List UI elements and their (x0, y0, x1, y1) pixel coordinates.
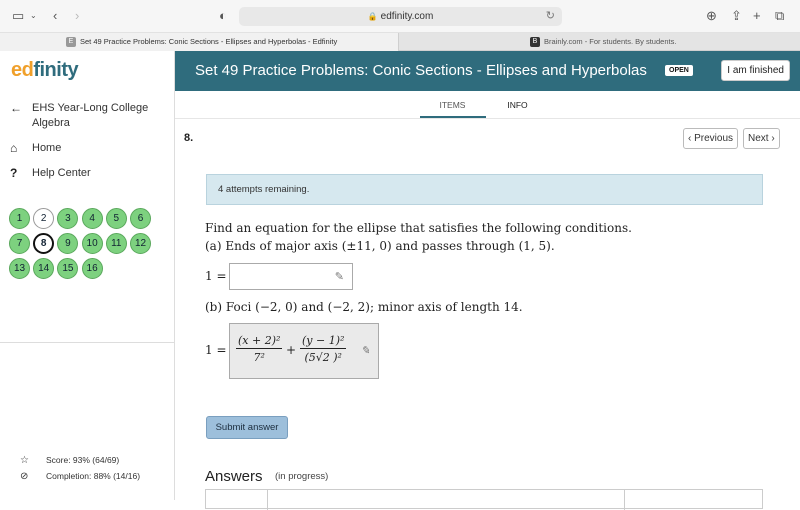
download-icon[interactable]: ⊕ (706, 8, 717, 23)
sidebar-item-home[interactable] (10, 141, 61, 157)
fraction-y-numerator: (y − 1)² (302, 334, 345, 347)
active-tab-indicator (420, 116, 486, 118)
question-circle-11[interactable]: 11 (106, 233, 127, 254)
assignment-header (175, 51, 800, 91)
edfinity-logo[interactable] (11, 59, 78, 82)
part-b-math1: (−2, 0) (255, 300, 298, 314)
question-circle-8[interactable]: 8 (33, 233, 54, 254)
tab-label: Brainly.com - For students. By students. (544, 37, 677, 46)
completion-stat (20, 471, 140, 482)
lock-icon: 🔒 (367, 12, 378, 21)
part-b-math3: 14 (503, 300, 519, 314)
part-a-mid: and passes through (391, 239, 519, 253)
fraction-y-denominator: (5√2 )² (304, 351, 342, 364)
sidebar-toggle-icon[interactable]: ▭ (12, 8, 25, 23)
part-b-text (205, 300, 523, 314)
answers-heading: Answers (205, 468, 263, 485)
question-circle-15[interactable]: 15 (57, 258, 78, 279)
fraction-x-term (236, 333, 282, 366)
previous-label: Previous (694, 133, 734, 144)
brainly-favicon-icon: B (530, 37, 540, 47)
question-circle-2[interactable]: 2 (33, 208, 54, 229)
sidebar-item-help[interactable] (10, 166, 91, 182)
submit-button[interactable]: Submit answer (206, 416, 288, 439)
score-stat (20, 455, 119, 466)
part-b-end: . (518, 300, 523, 314)
chevron-down-icon[interactable]: ⌄ (30, 11, 37, 20)
forward-icon[interactable]: › (75, 8, 80, 23)
equation-lhs-b: 1 = (205, 343, 227, 357)
question-circle-5[interactable]: 5 (106, 208, 127, 229)
fraction-y-term (300, 333, 346, 366)
question-circle-6[interactable]: 6 (130, 208, 151, 229)
home-icon: ⌂ (10, 141, 18, 155)
pencil-icon[interactable]: ✎ (334, 271, 344, 283)
new-tab-icon[interactable]: + (753, 8, 761, 23)
answer-input-b[interactable] (229, 323, 379, 379)
url-text: edfinity.com (380, 11, 434, 22)
tab-overview-icon[interactable]: ⧉ (775, 8, 785, 23)
question-circle-16[interactable]: 16 (82, 258, 103, 279)
star-icon: ☆ (20, 455, 29, 466)
completion-text: Completion: 88% (14/16) (46, 471, 141, 481)
equation-lhs-a: 1 = (205, 269, 227, 283)
part-a-math2: (1, 5) (518, 239, 551, 253)
tab-edfinity[interactable] (0, 33, 399, 51)
next-button[interactable] (743, 128, 780, 149)
question-circle-7[interactable]: 7 (9, 233, 30, 254)
question-circle-10[interactable]: 10 (82, 233, 103, 254)
table-divider (267, 490, 268, 510)
next-label: Next (748, 133, 769, 144)
question-circle-12[interactable]: 12 (130, 233, 151, 254)
part-b-mid: and (297, 300, 328, 314)
course-label: EHS Year-Long College Algebra (32, 102, 149, 129)
part-a-text (205, 239, 555, 253)
finish-button[interactable]: I am finished (721, 60, 790, 81)
shield-icon[interactable]: ◐ (219, 8, 227, 23)
fraction-x-denominator: 7² (253, 351, 265, 364)
home-label: Home (32, 142, 62, 154)
part-b-math2: (−2, 2) (327, 300, 370, 314)
tab-brainly[interactable] (400, 33, 800, 51)
question-mark-icon: ? (10, 166, 18, 180)
sidebar-item-course[interactable] (10, 101, 152, 131)
answers-status: (in progress) (275, 471, 329, 482)
tab-label: Set 49 Practice Problems: Conic Sections - Ellipses and Hyperbolas - Edfinity (80, 37, 338, 46)
chevron-left-icon: ‹ (688, 133, 695, 144)
part-a-math1: (±11, 0) (341, 239, 392, 253)
share-icon[interactable]: ⇪ (731, 8, 742, 23)
sidebar (0, 51, 175, 500)
attempts-banner: 4 attempts remaining. (206, 174, 763, 205)
question-circle-13[interactable]: 13 (9, 258, 30, 279)
reload-icon[interactable]: ↻ (545, 10, 555, 22)
tab-items[interactable]: ITEMS (439, 100, 466, 110)
chevron-right-icon: › (768, 133, 775, 144)
part-a-prefix: (a) Ends of major axis (205, 239, 342, 253)
address-bar[interactable] (239, 7, 562, 26)
answer-input-a[interactable] (229, 263, 353, 290)
browser-tab-bar (0, 33, 800, 51)
check-circle-icon: ⊘ (20, 471, 29, 482)
question-circle-1[interactable]: 1 (9, 208, 30, 229)
problem-prompt: Find an equation for the ellipse that satisfies the following conditions. (205, 221, 632, 235)
part-b-mid2: ; minor axis of length (370, 300, 504, 314)
page-title: Set 49 Practice Problems: Conic Sections - Ellipses and Hyperbolas (195, 62, 647, 79)
tab-info[interactable]: INFO (507, 100, 528, 110)
question-circle-14[interactable]: 14 (33, 258, 54, 279)
logo-prefix: ed (11, 59, 34, 81)
content-tabs (175, 91, 800, 119)
edfinity-favicon-icon: E (66, 37, 76, 47)
status-badge: OPEN (665, 65, 693, 76)
plus-sign: + (286, 343, 297, 357)
question-circle-9[interactable]: 9 (57, 233, 78, 254)
logo-suffix: finity (33, 59, 79, 81)
help-label: Help Center (32, 167, 91, 179)
divider (0, 342, 175, 343)
question-circle-3[interactable]: 3 (57, 208, 78, 229)
answers-table (205, 489, 763, 509)
pencil-icon[interactable]: ✎ (360, 344, 370, 357)
part-b-prefix: (b) Foci (205, 300, 256, 314)
table-divider (624, 490, 625, 510)
score-text: Score: 93% (64/69) (46, 455, 120, 465)
part-a-end: . (550, 239, 555, 253)
back-icon[interactable]: ‹ (53, 8, 58, 23)
question-number: 8. (184, 132, 194, 144)
question-circle-4[interactable]: 4 (82, 208, 103, 229)
arrow-left-icon: ← (10, 101, 22, 115)
browser-toolbar (0, 0, 800, 33)
fraction-x-numerator: (x + 2)² (238, 334, 281, 347)
previous-button[interactable] (683, 128, 738, 149)
